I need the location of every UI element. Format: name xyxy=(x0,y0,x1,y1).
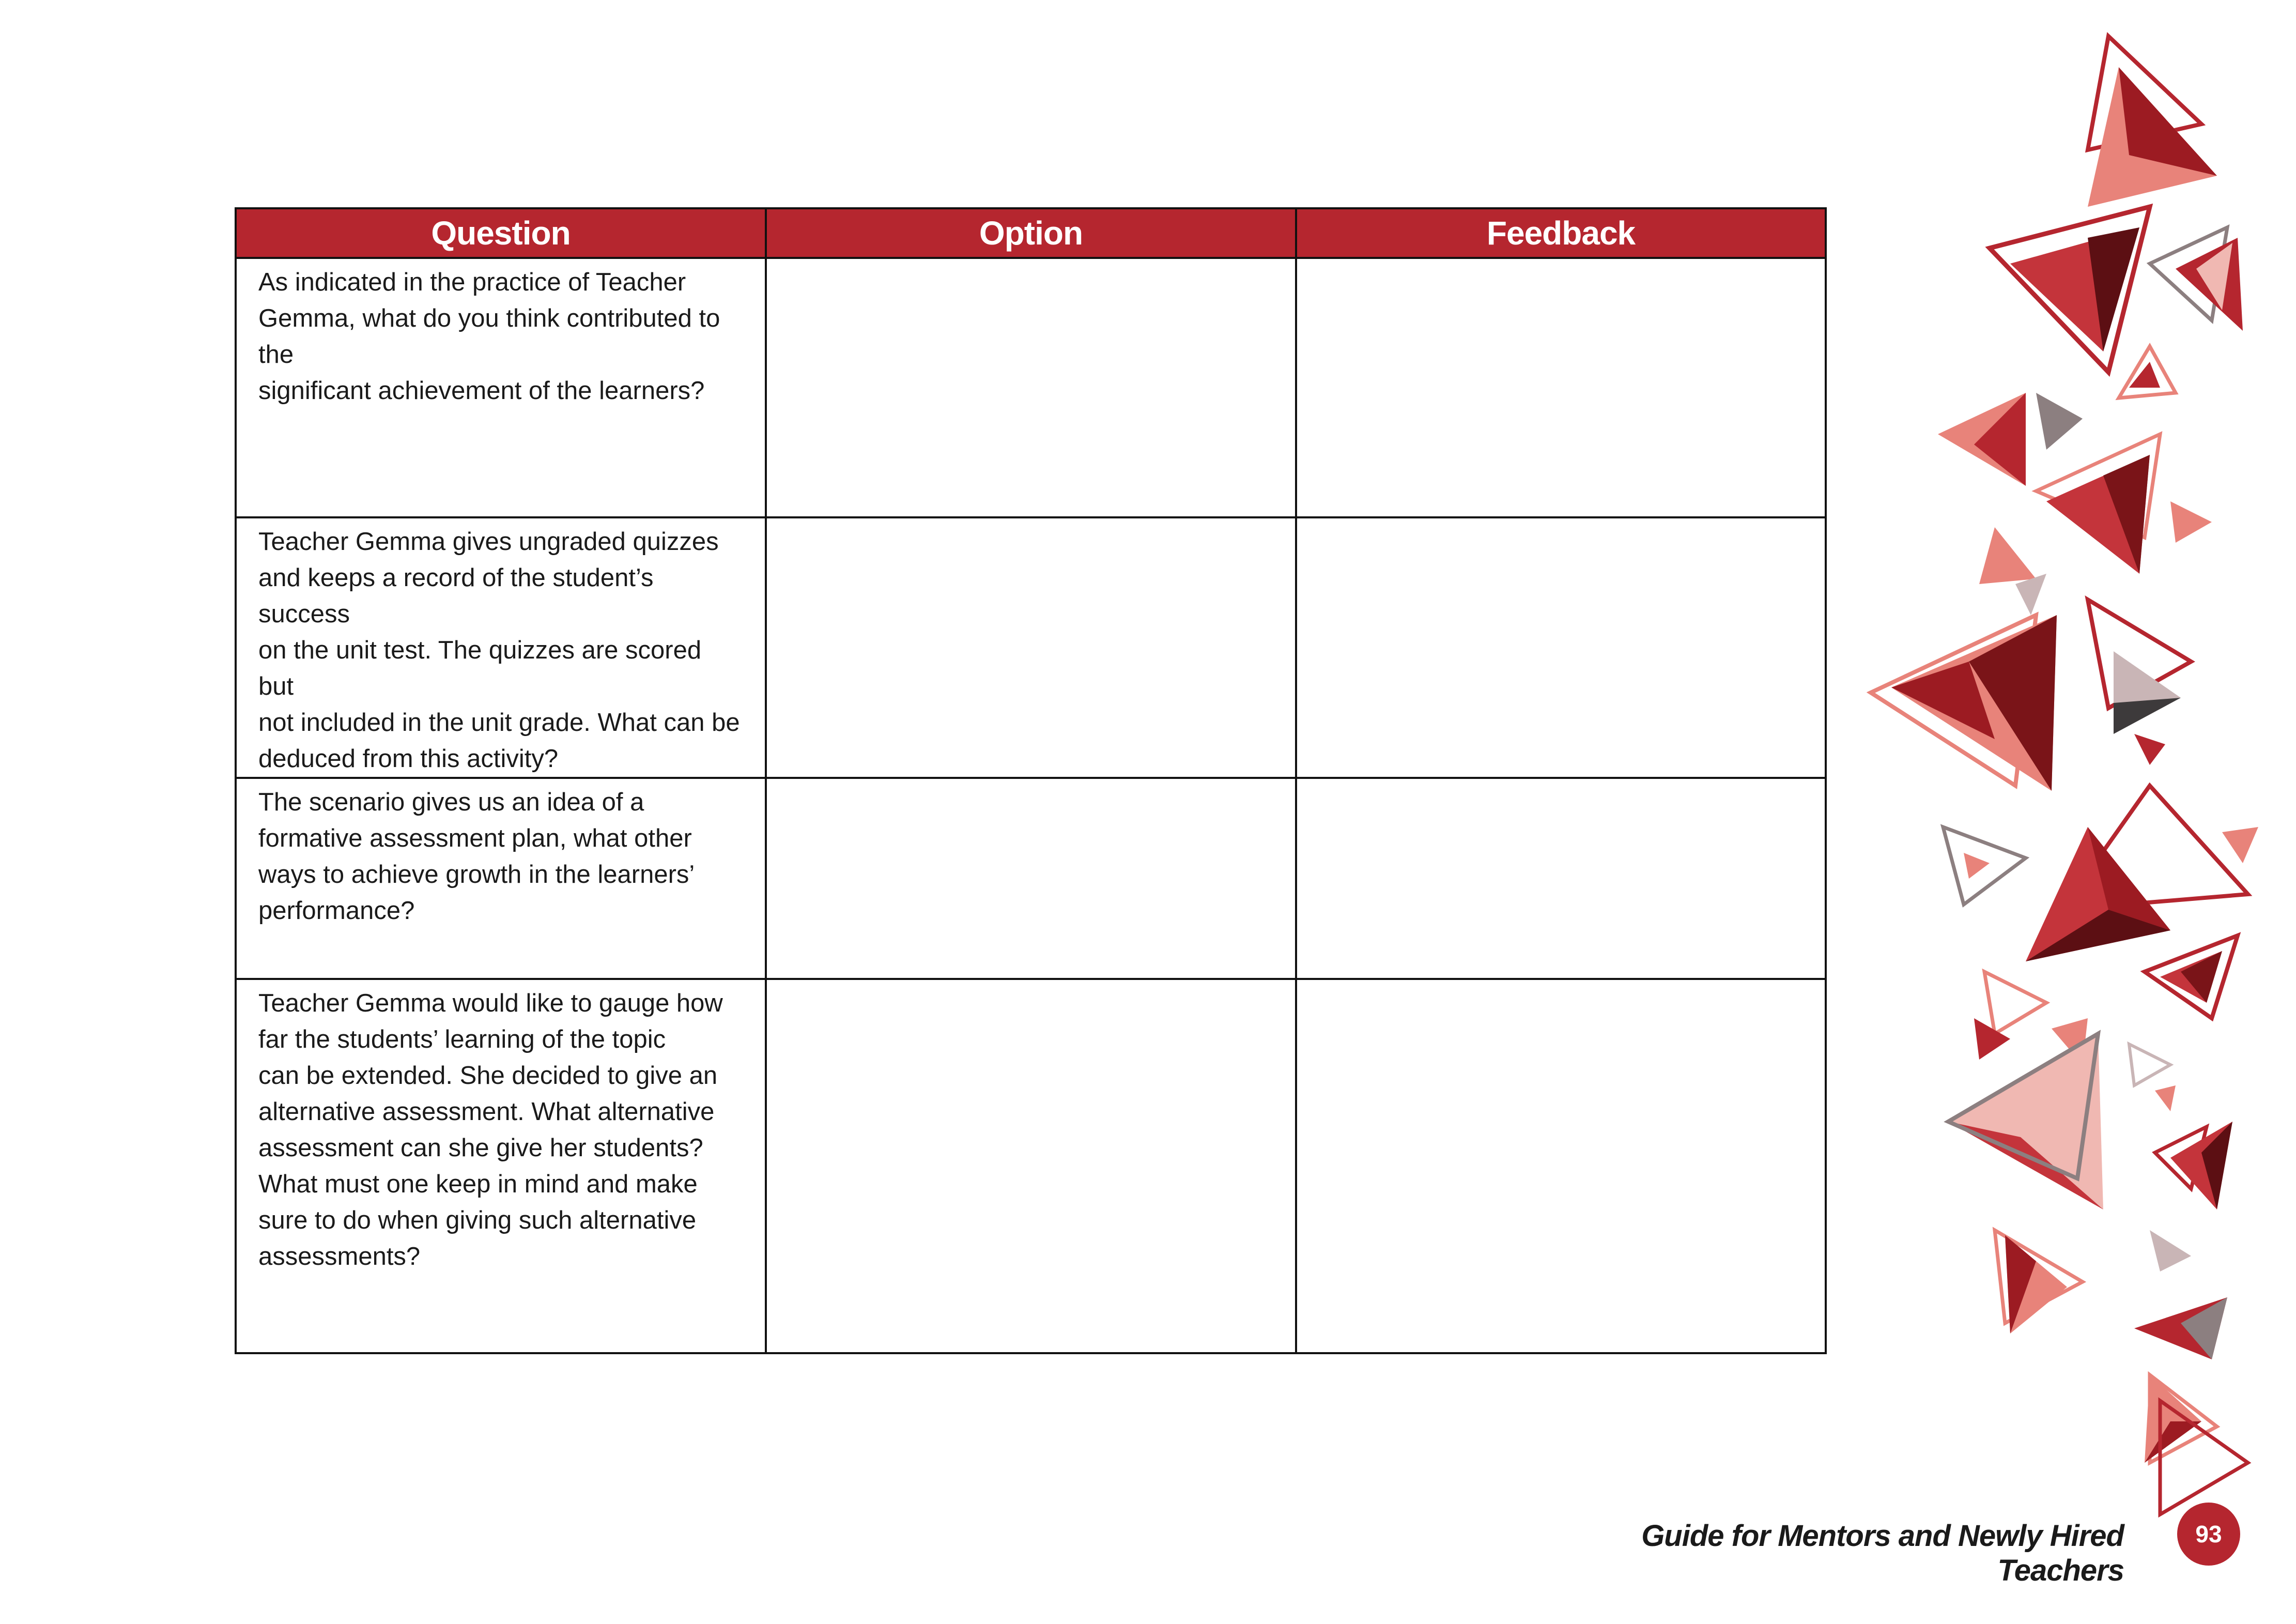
table-row xyxy=(236,778,1826,979)
table-row xyxy=(236,979,1826,1353)
question-cell: As indicated in the practice of Teacher Gemma, what do you think contributed to the significant achievement of the learners? xyxy=(236,258,766,517)
feedback-cell xyxy=(1296,979,1826,1353)
table-header-row xyxy=(236,208,1826,258)
header-option: Option xyxy=(766,208,1296,258)
page-number-badge: 93 xyxy=(2177,1503,2240,1566)
header-feedback: Feedback xyxy=(1296,208,1826,258)
option-cell xyxy=(766,258,1296,517)
feedback-cell xyxy=(1296,517,1826,778)
footer-title: Guide for Mentors and Newly Hired Teachers xyxy=(1641,1519,2124,1587)
option-cell xyxy=(766,517,1296,778)
question-cell: Teacher Gemma would like to gauge how far the students’ learning of the topic can be extended. She decided to give an alternative assessment. What alternative assessment can she give her students? What must one keep in mind and make sure to do when giving such alternative assessments? xyxy=(236,979,766,1353)
table-row xyxy=(236,258,1826,517)
question-table xyxy=(235,207,1827,1354)
option-cell xyxy=(766,979,1296,1353)
option-cell xyxy=(766,778,1296,979)
header-question: Question xyxy=(236,208,766,258)
question-cell: The scenario gives us an idea of a formative assessment plan, what other ways to achieve growth in the learners’ performance? xyxy=(236,778,766,979)
table-row xyxy=(236,517,1826,778)
question-cell: Teacher Gemma gives ungraded quizzes and keeps a record of the student’s success on the unit test. The quizzes are scored but not included in the unit grade. What can be deduced from this activity? xyxy=(236,517,766,778)
feedback-cell xyxy=(1296,258,1826,517)
triangles-pattern-icon xyxy=(1840,21,2296,1535)
feedback-cell xyxy=(1296,778,1826,979)
